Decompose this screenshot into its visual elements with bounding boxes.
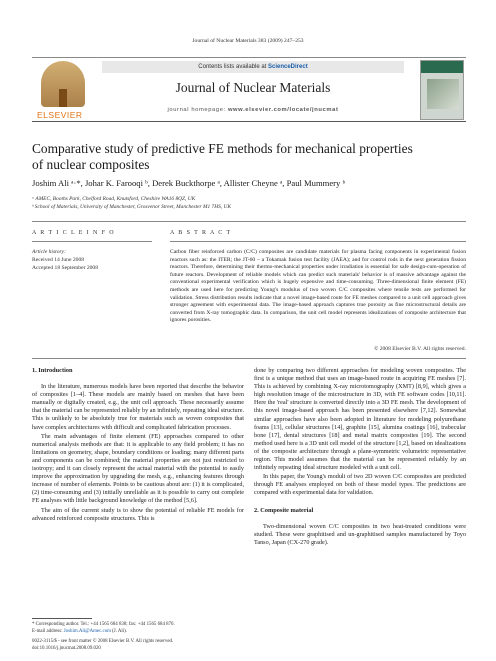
- abstract-text: Carbon fiber reinforced carbon (C/C) composites are candidate materials for plasma facing components in experimental fusion reactors such as: the ITER; the JT-60 – a Tokamak fusion test facility (JAEA); and for control rods in the next generation fission reactors. Therefore, determining their thermo-mechanical properties under irradiation is essential for safe design-cum-operation of future reactors. Development of reliable models which can predict such materials' behavior is of massive advantage against the conventional experimental verification which is hugely expensive and time-consuming. Three-dimensional finite element (FE) methods are used here for predicting Young's modulus of two woven C/C composites where tensile tests are performed for validation. Stress distribution results indicate that a novel image-based route for FE meshes compared to a unit cell approach gives stronger agreement with experimental data. The image-based approach captures true porosity as fine microstructural details are converted from X-ray tomographic data. In comparison, the unit cell model represents idealizations of composite architecture that ignores porosities.: [170, 249, 466, 324]
- contents-bar: [102, 61, 404, 73]
- footnote-divider: [32, 618, 92, 619]
- author-list: Joshim Ali ᵃ·*, Johar K. Farooqi ᵇ, Derek Buckthorpe ᵃ, Allister Cheyne ᵃ, Paul Mummery ᵇ: [32, 178, 346, 188]
- cover-image: [427, 79, 459, 109]
- journal-masthead: [32, 57, 466, 122]
- affiliation-b: ᵇ School of Materials, University of Manchester, Grosvenor Street, Manchester M1 7HS, UK: [32, 204, 231, 210]
- email-link[interactable]: Joshim.Ali@Amec.com: [63, 629, 111, 634]
- received-date: Received 14 June 2008: [32, 257, 85, 263]
- paragraph: done by comparing two different approaches for modeling woven composites. The first is a unique method that uses an image-based route in acquiring FE meshes [7]. This is achieved by combining X-ray microtomography (XMT) [8,9], which gives a high resolution image of the microstructure in 3D, with FE software codes [10,11]. Here the 'real' structure is converted directly into a 3D FE mesh. The development of this novel image-based approach has been presented elsewhere [7,12]. Somewhat similar approaches have also been adopted in literature for modeling polyurethane foams [13], cellular structures [14], graphite [15], alumina coatings [16], trabecular bone [17], dental structures [18] and metal matrix composites [19]. The second method used here is a 3D unit cell model of the structure [1,2], based on idealizations of the composite architecture through a plane-symmetric volumetric representative region. This model assumes that the material can be represented reliably by an infinitely repeating ideal structure modeled with a unit cell.: [254, 367, 466, 472]
- article-info-rule: [32, 241, 152, 242]
- publisher-name: ELSEVIER: [37, 110, 83, 120]
- right-column: [254, 367, 466, 548]
- left-column: [32, 367, 244, 524]
- abstract-heading: A B S T R A C T: [170, 230, 232, 236]
- journal-reference: Journal of Nuclear Materials 383 (2009) 247–253: [192, 38, 304, 44]
- paragraph: In the literature, numerous models have been reported that describe the behavior of composites [1–4]. These models are mainly based on meshes that have been manually or digitally created, e.g., the unit cell approach. These necessarily assume that the material can be represented reliably by an infinitely, repeating ideal structure. This is unlikely to be absolutely true for materials such as woven composites that have complex architectures with difficult and complicated fabrication processes.: [32, 383, 244, 431]
- paragraph: Two-dimensional woven C/C composites in two heat-treated conditions were studied. These were graphitised and un-graphitised samples manufactured by Toyo Tanso, Japan (CX-270 grade).: [254, 522, 466, 546]
- article-title-line-2: of nuclear composites: [32, 157, 150, 172]
- email-note: [32, 629, 127, 634]
- issn-line: 0022-3115/$ - see front matter © 2008 Elsevier B.V. All rights reserved.: [32, 639, 174, 644]
- paragraph: The aim of the current study is to show the potential of reliable FE models for advanced reinforced composite structures. This is: [32, 506, 244, 522]
- paragraph: The main advantages of finite element (FE) approaches compared to other numerical analysis methods are that: it is applicable to any field problem; it has no limitations on geometry, shape, boundary conditions or loading; many different parts and components can be combined; the material properties are not just restricted to isotropy; and it can closely represent the actual material with the potential to easily improve the approximation by upgrading the mesh, e.g., enhancing features through increase of number of elements. Points to be cautious about are: (1) it is complicated, (2) time-consuming and (3) initially unreliable as it is possible to carry out complete FE analyses with little background knowledge of the method [5,6].: [32, 432, 244, 505]
- homepage-link[interactable]: www.elsevier.com/locate/jnucmat: [227, 107, 339, 113]
- journal-cover-thumbnail: [420, 60, 464, 120]
- journal-title: Journal of Nuclear Materials: [175, 80, 331, 95]
- divider: [32, 221, 466, 222]
- journal-homepage: [102, 107, 404, 113]
- contents-prefix: Contents lists available at: [198, 64, 268, 70]
- cover-header-band: [421, 61, 463, 73]
- affiliation-a: ᵃ AMEC, Booths Park, Chelford Road, Knutsford, Cheshire WA16 8QZ, UK: [32, 196, 196, 202]
- sciencedirect-link[interactable]: ScienceDirect: [268, 64, 308, 70]
- article-history-label: Article history:: [32, 249, 67, 255]
- paragraph: In this paper, the Young's moduli of two 2D woven C/C composites are predicted through FE analyses employed on both of these model types. The predictions are compared with experimental data for validation.: [254, 473, 466, 497]
- elsevier-logo: [33, 59, 93, 121]
- abstract-copyright: © 2008 Elsevier B.V. All rights reserved.: [374, 346, 466, 352]
- section-heading-introduction: 1. Introduction: [32, 367, 73, 374]
- email-label: E-mail address:: [32, 629, 64, 634]
- corresponding-author-note: * Corresponding author. Tel.: +44 1565 684 838; fax: +44 1565 684 870.: [32, 622, 175, 627]
- tree-trunk-icon: [59, 89, 67, 107]
- doi-line[interactable]: doi:10.1016/j.jnucmat.2008.09.020: [32, 646, 101, 651]
- article-title-line-1: Comparative study of predictive FE methods for mechanical properties: [32, 141, 413, 156]
- accepted-date: Accepted 18 September 2008: [32, 265, 99, 271]
- article-info-heading: A R T I C L E I N F O: [32, 230, 115, 236]
- section-heading-composite: 2. Composite material: [254, 506, 314, 514]
- homepage-prefix: journal homepage:: [167, 107, 228, 113]
- divider: [32, 358, 466, 359]
- abstract-rule: [170, 241, 466, 242]
- email-suffix: (J. Ali).: [110, 629, 127, 634]
- article-title: [32, 141, 462, 173]
